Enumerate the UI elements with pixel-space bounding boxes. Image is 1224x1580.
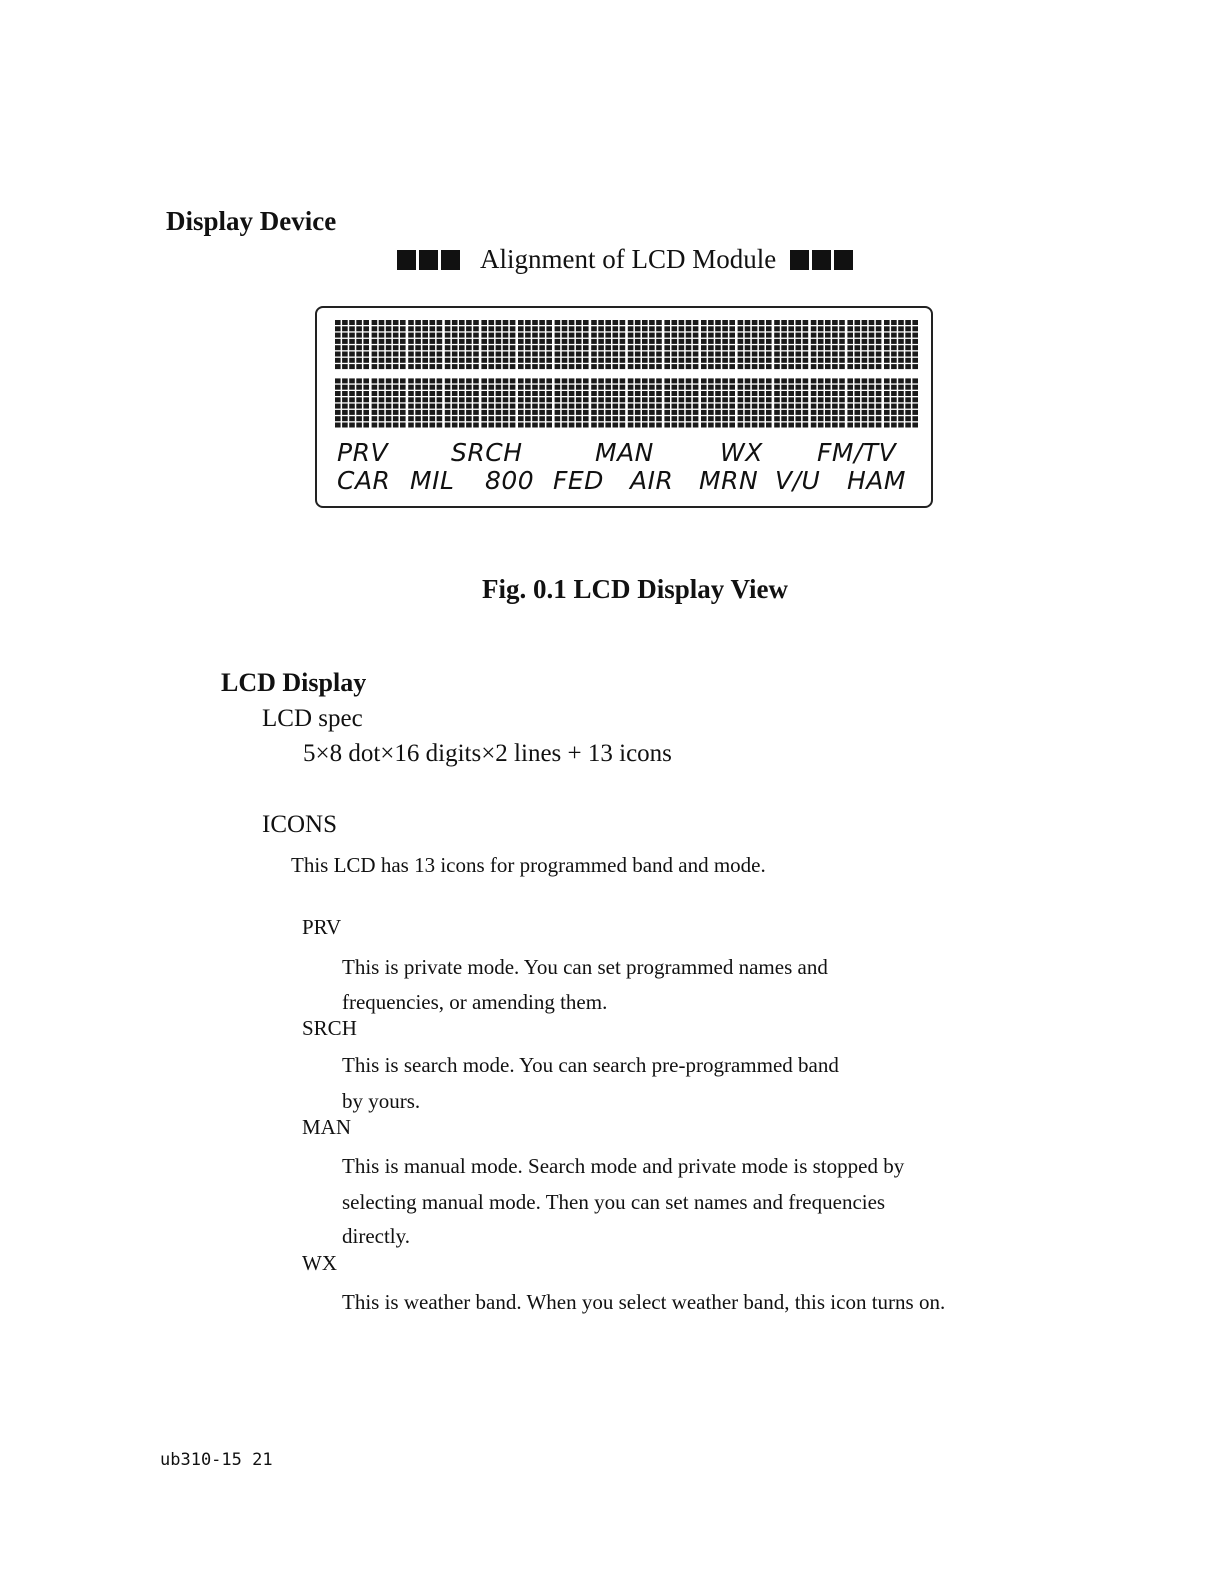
icon-name-srch: SRCH (302, 1016, 357, 1040)
lcd-display-heading: LCD Display (221, 668, 367, 697)
icon-desc-line: frequencies, or amending them. (342, 990, 608, 1014)
lcd-icon-ham: HAM (847, 466, 906, 495)
square-bullet-icon (790, 250, 809, 270)
section-title: Display Device (166, 206, 337, 236)
lcd-spec-value: 5×8 dot×16 digits×2 lines + 13 icons (303, 740, 672, 767)
lcd-icon-fed: FED (553, 466, 604, 495)
lcd-digit-cell (518, 320, 552, 369)
icon-desc-line: by yours. (342, 1089, 421, 1113)
figure-caption: Fig. 0.1 LCD Display View (482, 574, 789, 604)
lcd-icon-wx: WX (720, 438, 763, 467)
lcd-digit-cell (847, 320, 881, 369)
lcd-digit-cell (408, 378, 442, 427)
icon-desc-line: This is manual mode. Search mode and private mode is stopped by (342, 1154, 905, 1178)
lcd-icon-fmtv: FM/TV (817, 438, 897, 467)
lcd-digit-cell (335, 320, 369, 369)
lcd-digit-cell (445, 378, 479, 427)
lcd-digit-cell (628, 378, 662, 427)
lcd-digit-cell (847, 378, 881, 427)
lcd-digit-cell (591, 320, 625, 369)
lcd-digit-cell (701, 320, 735, 369)
lcd-digit-cell (555, 320, 589, 369)
lcd-digit-cell (701, 378, 735, 427)
alignment-title: Alignment of LCD Module (480, 244, 777, 274)
lcd-icon-srch: SRCH (451, 438, 523, 467)
lcd-icon-vu: V/U (775, 466, 821, 495)
icon-name-wx: WX (302, 1251, 337, 1275)
lcd-icon-mrn: MRN (699, 466, 759, 495)
icon-desc-line: This is weather band. When you select weather band, this icon turns on. (342, 1290, 946, 1314)
lcd-digit-cell (445, 320, 479, 369)
lcd-icon-row-2 (337, 466, 917, 496)
icons-heading: ICONS (262, 811, 338, 838)
icon-desc-line: This is search mode. You can search pre-programmed band (342, 1053, 839, 1077)
lcd-digit-cell (738, 320, 772, 369)
lcd-icon-row-1 (337, 438, 917, 468)
icons-intro: This LCD has 13 icons for programmed band and mode. (291, 853, 766, 877)
square-bullet-icon (812, 250, 831, 270)
lcd-icon-800: 800 (485, 466, 535, 495)
lcd-digit-cell (408, 320, 442, 369)
lcd-spec-label: LCD spec (262, 705, 363, 732)
icon-desc-line: selecting manual mode. Then you can set names and frequencies (342, 1190, 886, 1214)
square-bullet-icon (441, 250, 460, 270)
icon-desc-line: This is private mode. You can set programmed names and (342, 955, 828, 979)
lcd-digit-cell (811, 378, 845, 427)
lcd-digit-cell (628, 320, 662, 369)
lcd-digit-cell (555, 378, 589, 427)
lcd-digit-cell (481, 378, 515, 427)
lcd-digit-cell (372, 320, 406, 369)
lcd-icon-man: MAN (595, 438, 654, 467)
lcd-digit-cell (335, 378, 369, 427)
square-bullet-icon (419, 250, 438, 270)
lcd-digit-cell (664, 320, 698, 369)
lcd-digit-cell (738, 378, 772, 427)
lcd-digit-cell (884, 320, 918, 369)
lcd-icon-prv: PRV (337, 438, 389, 467)
icon-desc-line: directly. (342, 1224, 411, 1248)
lcd-digit-cell (372, 378, 406, 427)
lcd-digit-cell (591, 378, 625, 427)
icon-name-prv: PRV (302, 915, 342, 939)
alignment-title-block (397, 244, 856, 275)
lcd-icon-car: CAR (337, 466, 391, 495)
lcd-digit-cell (518, 378, 552, 427)
lcd-dot-matrix (335, 320, 919, 442)
lcd-digit-cell (811, 320, 845, 369)
square-bullet-icon (834, 250, 853, 270)
lcd-digit-cell (664, 378, 698, 427)
lcd-digit-cell (481, 320, 515, 369)
page-footer: ub310-15 21 (160, 1450, 273, 1470)
lcd-digit-cell (774, 320, 808, 369)
lcd-icon-air: AIR (630, 466, 674, 495)
square-bullet-icon (397, 250, 416, 270)
lcd-digit-cell (884, 378, 918, 427)
lcd-digit-cell (774, 378, 808, 427)
lcd-icon-mil: MIL (410, 466, 455, 495)
icon-name-man: MAN (302, 1115, 352, 1139)
